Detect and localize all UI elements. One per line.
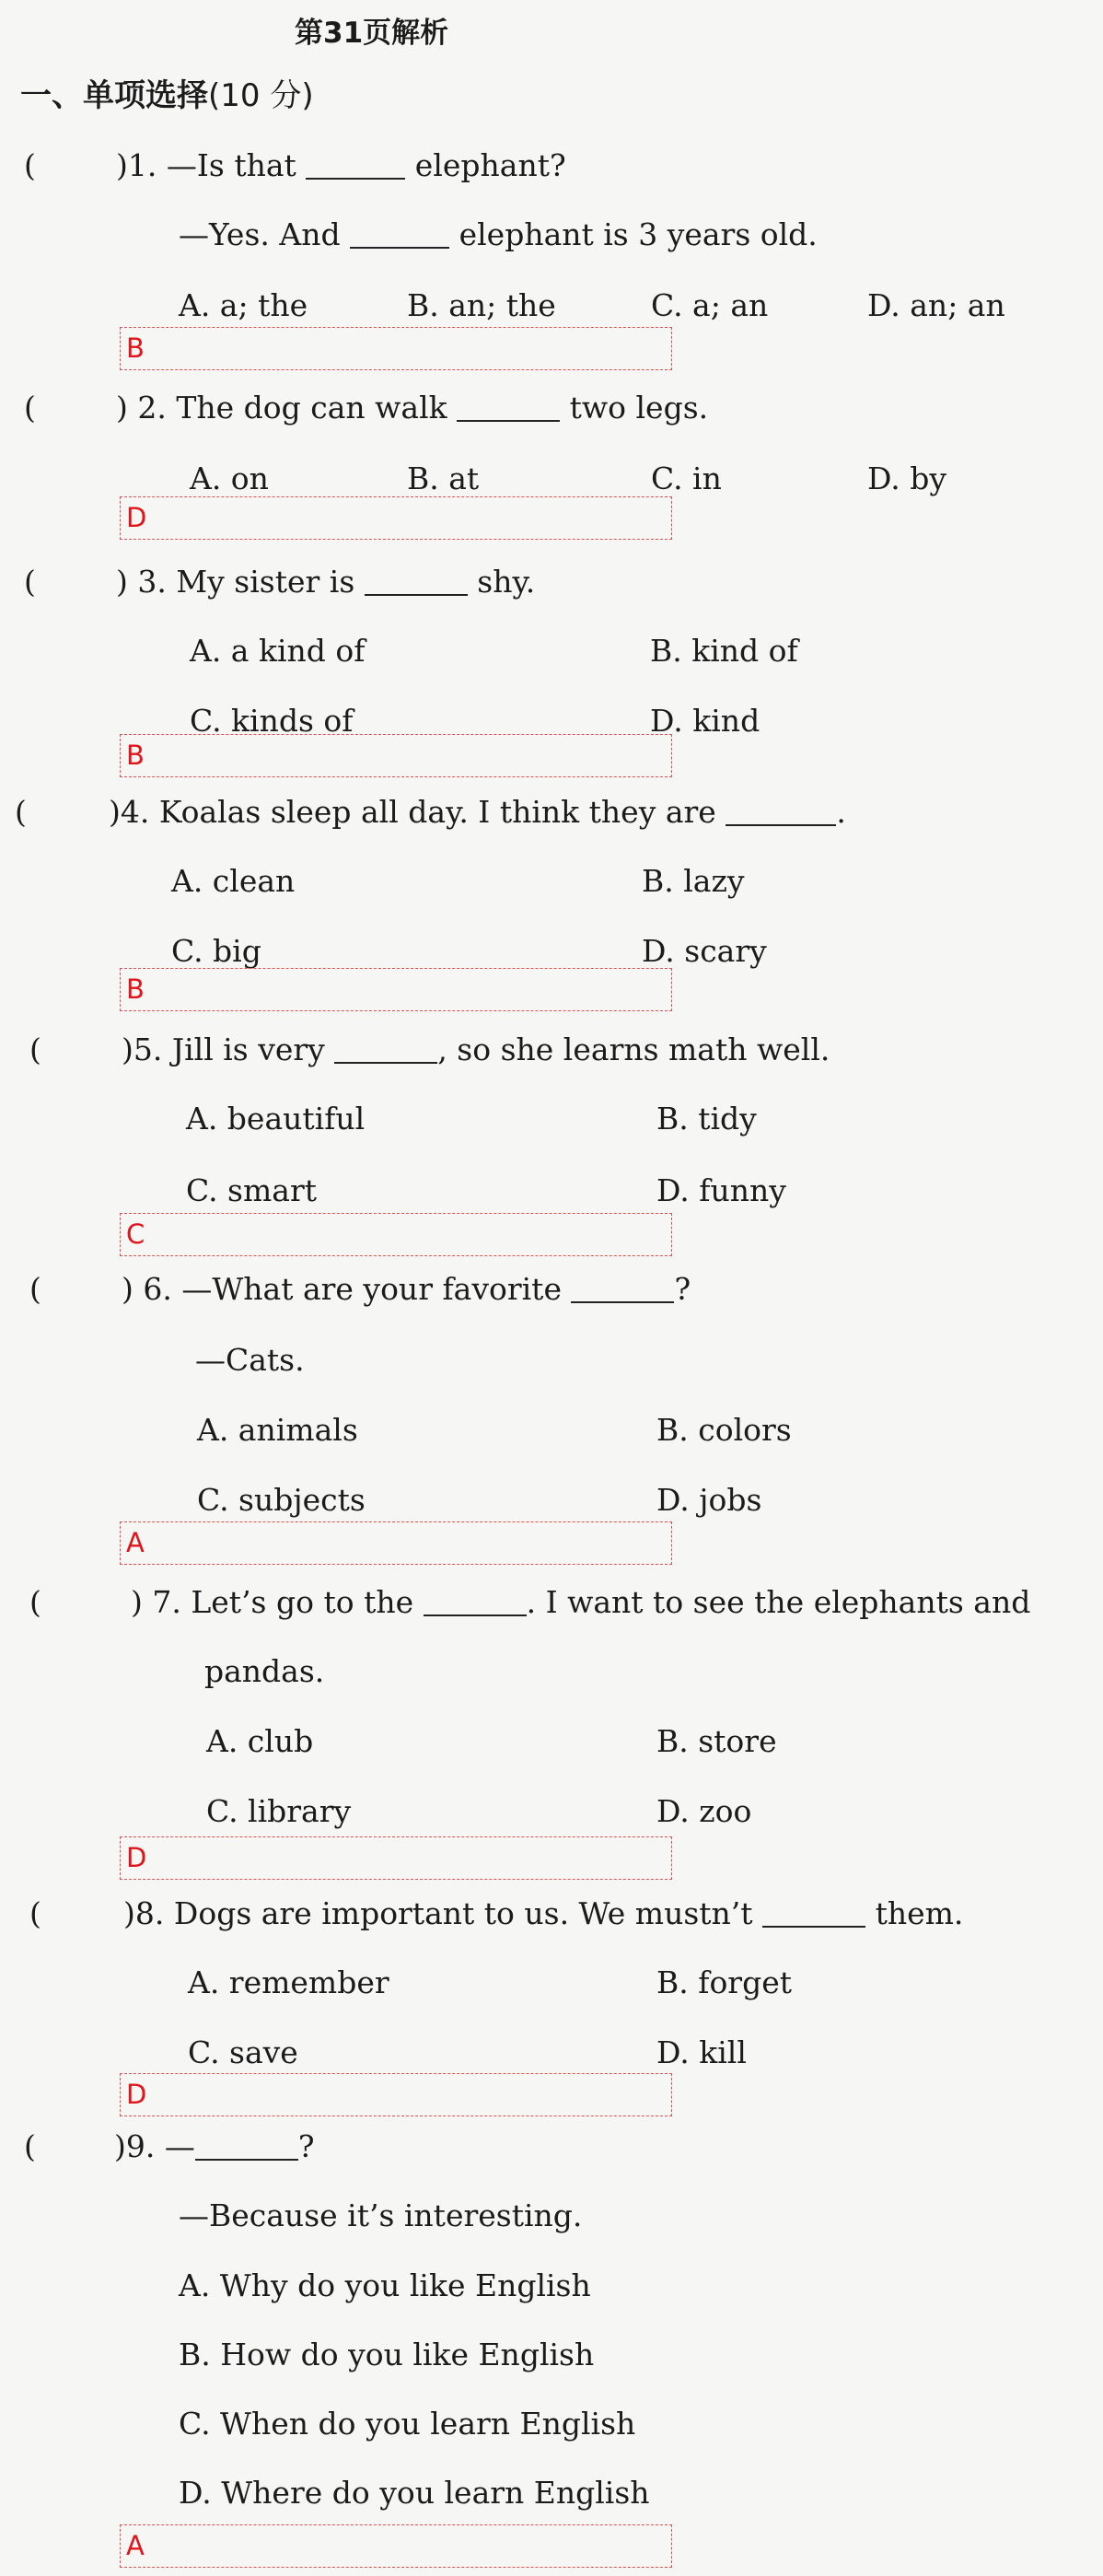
q3-option-b: B. kind of [650,633,798,669]
q1-stem2: —Yes. And [179,216,341,252]
q7-stem2: pandas. [204,1653,325,1689]
q7-option-c: C. library [206,1793,352,1829]
question-1-stem [116,147,566,183]
q6-answer-box: A [120,1521,672,1565]
q7-stem-after: . I want to see the elephants and [526,1584,1031,1620]
q2-option-d: D. by [867,460,947,496]
q5-num: )5. [122,1032,163,1067]
q2-option-a: A. on [190,460,269,496]
q1-blank [306,147,405,180]
q6-num: ) 6. [122,1271,172,1307]
answer-paren-open: ( [29,1271,41,1307]
q6-option-d: D. jobs [656,1482,762,1518]
q2-answer-box: D [120,496,672,540]
q8-option-b: B. forget [656,1964,793,2000]
q4-option-a: A. clean [171,863,296,899]
answer-paren-open: ( [24,564,36,600]
q8-answer-box: D [120,2073,672,2116]
q9-blank [195,2128,298,2161]
q6-stem2: —Cats. [195,1342,305,1378]
q7-option-d: D. zoo [656,1793,752,1829]
q1-stem2-after: elephant is 3 years old. [459,216,818,252]
q5-stem: Jill is very [171,1032,325,1067]
q9-stem: — [164,2128,195,2164]
q4-option-c: C. big [171,933,261,969]
q3-option-d: D. kind [650,703,760,739]
q9-option-b: B. How do you like English [179,2337,595,2372]
question-3-stem [116,564,535,600]
q2-stem: The dog can walk [176,390,447,425]
q8-option-a: A. remember [188,1964,389,2000]
q3-option-a: A. a kind of [190,633,366,669]
q6-option-b: B. colors [656,1412,792,1448]
q3-answer-box: B [120,734,672,777]
section-heading: 一、单项选择 [20,77,208,114]
q5-option-d: D. funny [656,1172,786,1208]
q1-option-b: B. an; the [407,287,556,323]
question-7-stem [131,1584,1030,1620]
q2-blank [457,390,560,422]
q4-stem-after: . [836,794,846,830]
q9-num: )9. [114,2128,156,2164]
answer-paren-open: ( [29,1032,41,1067]
q6-stem: —What are your favorite [181,1271,562,1307]
q7-blank [424,1584,527,1616]
answer-paren-open: ( [29,1895,41,1931]
q5-option-b: B. tidy [656,1101,757,1136]
q5-answer-box: C [120,1213,672,1256]
q2-num: ) 2. [116,390,167,425]
q7-option-a: A. club [206,1723,314,1759]
q7-option-b: B. store [656,1723,777,1759]
q1-option-c: C. a; an [651,287,769,323]
q2-stem-after: two legs. [569,390,709,425]
q7-stem: Let’s go to the [191,1584,414,1620]
q5-stem-after: , so she learns math well. [437,1032,830,1067]
q4-answer-box: B [120,968,672,1011]
section-title [20,70,314,115]
question-5-stem [122,1032,830,1067]
q9-stem2: —Because it’s interesting. [179,2197,583,2233]
q1-answer-box: B [120,327,672,370]
q2-option-c: C. in [651,460,722,496]
question-2-stem [116,390,708,425]
q1-option-a: A. a; the [179,287,308,323]
q9-stem-after: ? [297,2128,315,2164]
question-8-stem [123,1895,963,1931]
q4-blank [726,794,836,826]
q4-num: )4. [109,794,150,830]
q8-stem: Dogs are important to us. We mustn’t [173,1895,753,1931]
q3-num: ) 3. [116,564,167,600]
q8-blank [762,1895,865,1928]
q6-option-a: A. animals [197,1412,358,1448]
question-9-stem [114,2128,315,2164]
q9-answer-box: A [120,2524,672,2568]
q6-blank [571,1271,674,1303]
q9-option-d: D. Where do you learn English [179,2475,650,2511]
q4-stem: Koalas sleep all day. I think they are [158,794,716,830]
q1-blank2 [350,216,449,249]
q9-option-a: A. Why do you like English [179,2267,591,2303]
q8-num: )8. [123,1895,165,1931]
q4-option-d: D. scary [642,933,767,969]
answer-paren-open: ( [24,390,36,425]
q8-stem-after: them. [875,1895,964,1931]
q7-num: ) 7. [131,1584,181,1620]
q4-option-b: B. lazy [642,863,745,899]
q1-num: )1. [116,147,157,183]
question-4-stem [109,794,846,830]
question-1-stem2 [179,216,818,252]
q9-option-c: C. When do you learn English [179,2406,636,2442]
section-points: (10 分) [208,77,314,114]
q3-blank [365,564,468,596]
q6-option-c: C. subjects [197,1482,366,1518]
answer-paren-open: ( [29,1584,41,1620]
q3-stem-after: shy. [477,564,536,600]
q8-option-d: D. kill [656,2034,747,2070]
q1-option-d: D. an; an [867,287,1005,323]
page-title: 第31页解析 [295,17,449,50]
q5-option-a: A. beautiful [186,1101,366,1136]
answer-paren-open: ( [15,794,27,830]
q5-blank [334,1032,437,1064]
q7-answer-box: D [120,1836,672,1880]
q6-stem-after: ? [674,1271,691,1307]
q3-stem: My sister is [176,564,355,600]
answer-paren-open: ( [24,2128,36,2164]
q8-option-c: C. save [188,2034,298,2070]
q1-stem-after: elephant? [414,147,566,183]
q3-option-c: C. kinds of [190,703,354,739]
q2-option-b: B. at [407,460,480,496]
question-6-stem [122,1271,691,1307]
answer-paren-open: ( [24,147,36,183]
q1-stem: —Is that [166,147,296,183]
q5-option-c: C. smart [186,1172,317,1208]
